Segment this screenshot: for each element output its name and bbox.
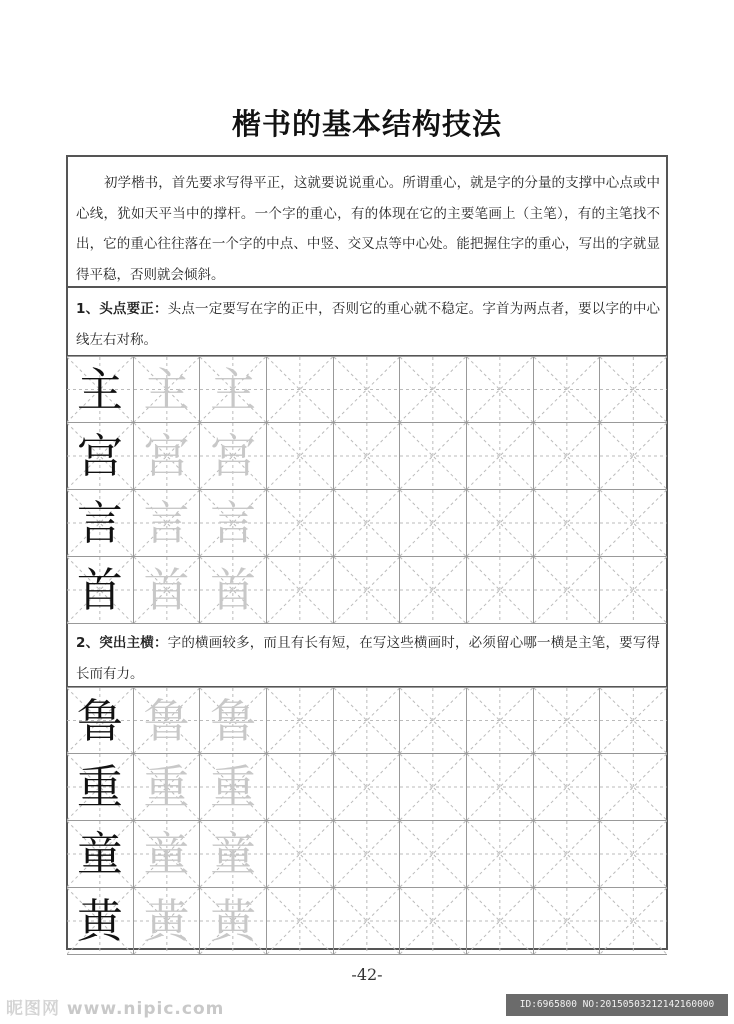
- model-character: 黄: [76, 894, 123, 948]
- practice-cell: [600, 888, 667, 955]
- practice-cell: [400, 888, 467, 955]
- trace-character: 鲁: [210, 693, 257, 748]
- grid-row: [67, 821, 667, 888]
- practice-cell: [267, 557, 334, 624]
- grid-guide-lines: [534, 888, 600, 954]
- trace-character: 重: [210, 760, 257, 814]
- practice-cell: [467, 356, 534, 423]
- grid-row: [67, 557, 667, 624]
- page-number: -42-: [351, 965, 383, 984]
- rule-1: [76, 294, 660, 355]
- logo-text: 昵图网: [6, 999, 60, 1019]
- image-id-tag: ID:6965800 NO:20150503212142160000: [506, 994, 728, 1016]
- practice-cell: [134, 888, 201, 955]
- practice-cell: [67, 356, 134, 423]
- grid-row: [67, 423, 667, 490]
- practice-cell: [200, 557, 267, 624]
- practice-cell: [200, 423, 267, 490]
- practice-cell: [334, 423, 401, 490]
- practice-cell: [600, 754, 667, 821]
- practice-cell: [200, 356, 267, 423]
- practice-cell: [467, 687, 534, 754]
- grid-row: [67, 356, 667, 423]
- practice-cell: [134, 423, 201, 490]
- grid-guide-lines: [600, 423, 667, 489]
- grid-guide-lines: [334, 557, 400, 623]
- grid-guide-lines: [400, 557, 466, 623]
- grid-guide-lines: [600, 821, 667, 887]
- grid-guide-lines: [334, 423, 400, 489]
- practice-cell: [600, 490, 667, 557]
- grid-guide-lines: [334, 754, 400, 820]
- trace-character: 黄: [210, 894, 257, 948]
- grid-guide-lines: [267, 888, 333, 954]
- practice-cell: [467, 754, 534, 821]
- practice-cell: [267, 356, 334, 423]
- practice-cell: [400, 356, 467, 423]
- model-character: 宫: [76, 429, 123, 483]
- practice-cell: [400, 821, 467, 888]
- grid-guide-lines: [600, 557, 667, 623]
- rule-2: [76, 628, 660, 689]
- grid-guide-lines: [400, 423, 466, 489]
- practice-cell: [134, 754, 201, 821]
- grid-guide-lines: [400, 357, 466, 422]
- grid-guide-lines: [534, 688, 600, 753]
- practice-cell: [534, 754, 601, 821]
- practice-cell: [467, 490, 534, 557]
- grid-guide-lines: [534, 821, 600, 887]
- practice-cell: [67, 423, 134, 490]
- grid-guide-lines: [600, 490, 667, 556]
- trace-character: 童: [143, 827, 190, 881]
- rule-1-text: 头点一定要写在字的正中，否则它的重心就不稳定。字首为两点者，要以字的中心线左右对称。: [76, 301, 660, 348]
- grid-guide-lines: [400, 888, 466, 954]
- model-character: 鲁: [76, 693, 123, 748]
- grid-guide-lines: [467, 357, 533, 422]
- practice-cell: [467, 821, 534, 888]
- practice-cell: [400, 687, 467, 754]
- grid-guide-lines: [400, 754, 466, 820]
- practice-cell: [600, 687, 667, 754]
- practice-cell: [334, 888, 401, 955]
- grid-guide-lines: [334, 821, 400, 887]
- practice-cell: [200, 821, 267, 888]
- practice-cell: [134, 687, 201, 754]
- grid-guide-lines: [467, 490, 533, 556]
- practice-cell: [267, 490, 334, 557]
- rule-1-heading: 1、头点要正：: [76, 301, 168, 317]
- site-url: www.nipic.com: [66, 999, 225, 1019]
- practice-cell: [67, 821, 134, 888]
- grid-guide-lines: [400, 490, 466, 556]
- grid-guide-lines: [467, 688, 533, 753]
- grid-guide-lines: [267, 688, 333, 753]
- model-character: 主: [76, 362, 123, 417]
- rule-2-text: 字的横画较多，而且有长有短，在写这些横画时，必须留心哪一横是主笔，要写得长而有力。: [76, 635, 660, 682]
- practice-cell: [134, 356, 201, 423]
- practice-cell: [267, 687, 334, 754]
- site-logo: [6, 994, 224, 1019]
- grid-guide-lines: [467, 423, 533, 489]
- trace-character: 重: [143, 760, 190, 814]
- practice-cell: [467, 423, 534, 490]
- practice-cell: [267, 423, 334, 490]
- trace-character: 童: [210, 827, 257, 881]
- practice-cell: [267, 754, 334, 821]
- trace-character: 首: [143, 563, 190, 617]
- practice-cell: [200, 888, 267, 955]
- trace-character: 鲁: [143, 693, 190, 748]
- practice-cell: [534, 490, 601, 557]
- grid-guide-lines: [467, 888, 533, 954]
- trace-character: 宫: [143, 429, 190, 483]
- grid-row: [67, 754, 667, 821]
- trace-character: 主: [143, 362, 190, 417]
- practice-cell: [334, 557, 401, 624]
- grid-guide-lines: [267, 490, 333, 556]
- practice-cell: [334, 490, 401, 557]
- divider: [66, 286, 668, 288]
- practice-cell: [134, 557, 201, 624]
- practice-cell: [334, 821, 401, 888]
- grid-guide-lines: [334, 490, 400, 556]
- rule-2-heading: 2、突出主横：: [76, 635, 168, 651]
- practice-cell: [267, 821, 334, 888]
- grid-guide-lines: [534, 754, 600, 820]
- practice-cell: [534, 687, 601, 754]
- practice-cell: [600, 557, 667, 624]
- practice-cell: [134, 490, 201, 557]
- grid-guide-lines: [267, 754, 333, 820]
- grid-guide-lines: [534, 357, 600, 422]
- practice-cell: [467, 557, 534, 624]
- grid-guide-lines: [600, 754, 667, 820]
- practice-cell: [67, 490, 134, 557]
- practice-cell: [267, 888, 334, 955]
- practice-cell: [134, 821, 201, 888]
- practice-cell: [534, 821, 601, 888]
- grid-guide-lines: [267, 423, 333, 489]
- practice-cell: [400, 490, 467, 557]
- practice-cell: [467, 888, 534, 955]
- practice-cell: [600, 821, 667, 888]
- practice-cell: [600, 356, 667, 423]
- trace-character: 主: [210, 362, 257, 417]
- trace-character: 首: [210, 563, 257, 617]
- grid-guide-lines: [334, 688, 400, 753]
- practice-cell: [67, 687, 134, 754]
- practice-cell: [67, 557, 134, 624]
- practice-cell: [67, 754, 134, 821]
- grid-guide-lines: [534, 423, 600, 489]
- model-character: 重: [76, 760, 123, 814]
- practice-cell: [67, 888, 134, 955]
- intro-paragraph: 初学楷书，首先要求写得平正，这就要说说重心。所谓重心，就是字的分量的支撑中心点或中心线，犹如天平当中的撑杆。一个字的重心，有的体现在它的主要笔画上（主笔），有的主笔找不出，它的重心往往落在一个字的中点、中竖、交叉点等中心处。能把握住字的重心，写出的字就显得平稳，否则就会倾斜。: [76, 175, 660, 283]
- grid-guide-lines: [467, 557, 533, 623]
- practice-grid-2: [67, 687, 667, 955]
- watermark-footer: [0, 988, 734, 1024]
- grid-guide-lines: [334, 888, 400, 954]
- grid-guide-lines: [534, 557, 600, 623]
- practice-cell: [400, 423, 467, 490]
- practice-cell: [534, 356, 601, 423]
- grid-guide-lines: [467, 821, 533, 887]
- practice-cell: [400, 557, 467, 624]
- practice-cell: [600, 423, 667, 490]
- grid-guide-lines: [467, 754, 533, 820]
- practice-cell: [534, 557, 601, 624]
- practice-cell: [200, 490, 267, 557]
- practice-cell: [534, 423, 601, 490]
- model-character: 首: [76, 563, 123, 617]
- practice-cell: [334, 356, 401, 423]
- model-character: 童: [76, 827, 123, 881]
- practice-grid-1: [67, 356, 667, 624]
- practice-cell: [200, 754, 267, 821]
- grid-guide-lines: [267, 821, 333, 887]
- grid-guide-lines: [267, 357, 333, 422]
- grid-guide-lines: [267, 557, 333, 623]
- grid-row: [67, 490, 667, 557]
- grid-guide-lines: [600, 888, 667, 954]
- practice-cell: [534, 888, 601, 955]
- grid-guide-lines: [600, 688, 667, 753]
- grid-row: [67, 888, 667, 955]
- practice-cell: [200, 687, 267, 754]
- grid-guide-lines: [600, 357, 667, 422]
- practice-cell: [334, 754, 401, 821]
- practice-cell: [400, 754, 467, 821]
- grid-guide-lines: [334, 357, 400, 422]
- trace-character: 言: [143, 496, 190, 550]
- grid-guide-lines: [400, 821, 466, 887]
- grid-guide-lines: [400, 688, 466, 753]
- trace-character: 言: [210, 496, 257, 550]
- trace-character: 宫: [210, 429, 257, 483]
- trace-character: 黄: [143, 894, 190, 948]
- model-character: 言: [76, 496, 123, 550]
- grid-row: [67, 687, 667, 754]
- page-title: 楷书的基本结构技法: [231, 107, 502, 141]
- practice-cell: [334, 687, 401, 754]
- grid-guide-lines: [534, 490, 600, 556]
